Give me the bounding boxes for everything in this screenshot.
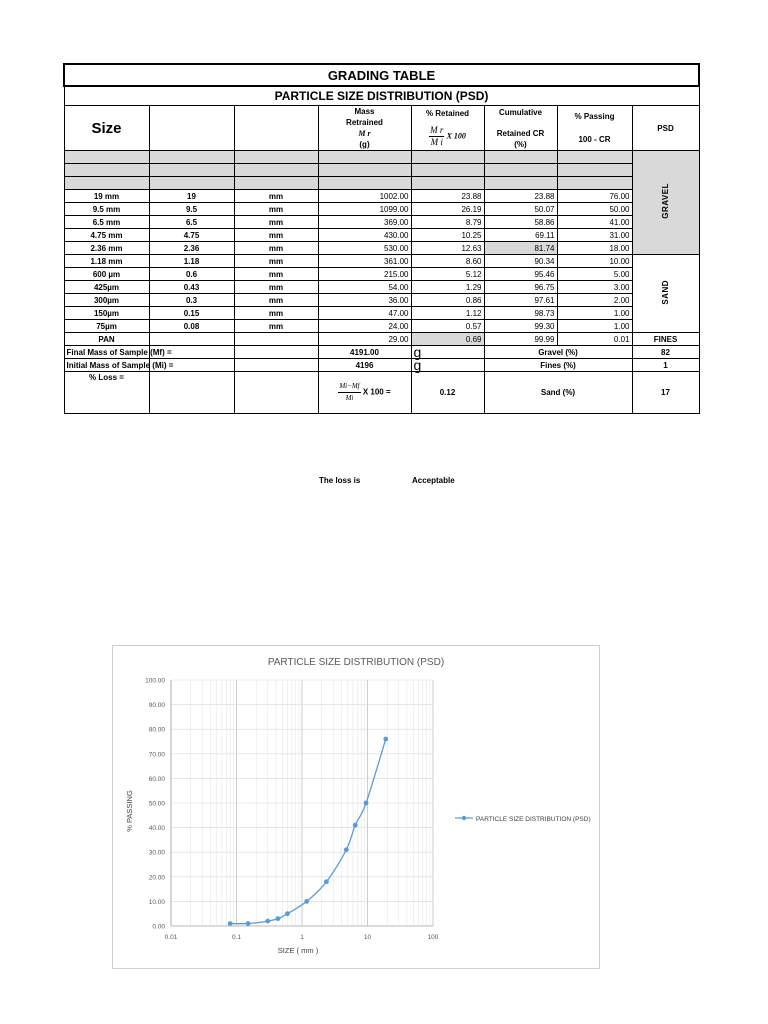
x-axis-label: SIZE ( mm ) bbox=[277, 946, 319, 955]
fines-category: FINES bbox=[632, 333, 699, 346]
loss-formula: $\frac{Mi-Mf}{Mi}$ X 100 = bbox=[318, 372, 411, 414]
x-tick-label: 1 bbox=[300, 934, 304, 941]
data-point bbox=[383, 737, 388, 742]
psd-chart-svg bbox=[113, 646, 599, 968]
sand-pct-label: Sand (%) bbox=[484, 372, 632, 414]
y-tick-label: 70.00 bbox=[148, 751, 165, 759]
data-point bbox=[324, 879, 329, 884]
retained-header: % Retained $\frac{\text{M r}}{\text{M i}}$ X 100 bbox=[411, 106, 484, 151]
data-point bbox=[364, 801, 369, 806]
table-row: 75µm 0.08 mm 24.00 0.57 99.30 1.00 bbox=[64, 320, 699, 333]
table-title: GRADING TABLE bbox=[64, 64, 699, 86]
table-row: 4.75 mm 4.75 mm 430.00 10.25 69.11 31.00 bbox=[64, 229, 699, 242]
x-tick-label: 0.01 bbox=[164, 934, 178, 941]
fines-pct-value: 1 bbox=[632, 359, 699, 372]
y-tick-label: 10.00 bbox=[148, 898, 165, 906]
y-axis-label: % PASSING bbox=[125, 790, 134, 832]
final-mass-row bbox=[64, 346, 699, 359]
gravel-pct-value: 82 bbox=[632, 346, 699, 359]
data-point bbox=[353, 823, 358, 828]
retained-formula: $\frac{\text{M r}}{\text{M i}}$ bbox=[430, 125, 444, 147]
size-header: Size bbox=[64, 106, 149, 151]
loss-note-value: Acceptable bbox=[412, 476, 455, 485]
legend-series-label: PARTICLE SIZE DISTRIBUTION (PSD) bbox=[476, 816, 591, 823]
header-row bbox=[64, 106, 699, 151]
x-tick-label: 100 bbox=[427, 934, 439, 941]
gravel-pct-label: Gravel (%) bbox=[484, 346, 632, 359]
y-tick-label: 100.00 bbox=[145, 677, 165, 685]
x-tick-label: 10 bbox=[363, 934, 372, 941]
table-row: 300µm 0.3 mm 36.00 0.86 97.61 2.00 bbox=[64, 294, 699, 307]
data-point bbox=[228, 921, 233, 926]
loss-label: % Loss = bbox=[64, 372, 149, 414]
sand-category: SAND bbox=[632, 255, 699, 333]
grading-table bbox=[63, 63, 700, 414]
grading-table-sheet bbox=[63, 63, 698, 414]
x-tick-label: 0.1 bbox=[231, 934, 242, 941]
gravel-category: GRAVEL bbox=[632, 151, 699, 255]
data-point bbox=[344, 847, 349, 852]
y-tick-label: 60.00 bbox=[148, 775, 165, 783]
final-mass-value: 4191.00 bbox=[318, 346, 411, 359]
cumulative-header: Cumulative Retained CR (%) bbox=[484, 106, 557, 151]
psd-header: PSD bbox=[632, 106, 699, 151]
y-tick-label: 20.00 bbox=[148, 874, 165, 882]
mass-header: Mass Retrained M r (g) bbox=[318, 106, 411, 151]
table-row: 2.36 mm 2.36 mm 530.00 12.63 81.74 18.00 bbox=[64, 242, 699, 255]
loss-value: 0.12 bbox=[411, 372, 484, 414]
initial-mass-unit: g bbox=[411, 359, 484, 372]
y-tick-label: 40.00 bbox=[148, 825, 165, 833]
initial-mass-label: Initial Mass of Sample (Mi) = bbox=[64, 359, 149, 372]
data-point bbox=[265, 919, 270, 924]
table-subtitle: PARTICLE SIZE DISTRIBUTION (PSD) bbox=[64, 86, 699, 106]
final-mass-label: Final Mass of Sample (Mf) = bbox=[64, 346, 149, 359]
initial-mass-value: 4196 bbox=[318, 359, 411, 372]
table-row: 600 µm 0.6 mm 215.00 5.12 95.46 5.00 bbox=[64, 268, 699, 281]
psd-chart bbox=[112, 645, 600, 969]
y-tick-label: 50.00 bbox=[148, 800, 165, 808]
pan-row: PAN 29.00 0.69 99.99 0.01 FINES bbox=[64, 333, 699, 346]
chart-legend bbox=[455, 816, 591, 823]
table-row: 150µm 0.15 mm 47.00 1.12 98.73 1.00 bbox=[64, 307, 699, 320]
passing-header: % Passing 100 - CR bbox=[557, 106, 632, 151]
y-tick-label: 80.00 bbox=[148, 726, 165, 734]
fines-pct-label: Fines (%) bbox=[484, 359, 632, 372]
sand-pct-value: 17 bbox=[632, 372, 699, 414]
table-row: 425µm 0.43 mm 54.00 1.29 96.75 3.00 bbox=[64, 281, 699, 294]
table-row: 19 mm 19 mm 1002.00 23.88 23.88 76.00 bbox=[64, 190, 699, 203]
loss-note-label: The loss is bbox=[319, 476, 361, 485]
loss-row bbox=[64, 372, 699, 414]
y-tick-label: 30.00 bbox=[148, 849, 165, 857]
y-tick-label: 90.00 bbox=[148, 702, 165, 710]
table-row: 6.5 mm 6.5 mm 369.00 8.79 58.86 41.00 bbox=[64, 216, 699, 229]
table-row: 1.18 mm 1.18 mm 361.00 8.60 90.34 10.00 SAND bbox=[64, 255, 699, 268]
chart-title: PARTICLE SIZE DISTRIBUTION (PSD) bbox=[267, 657, 445, 668]
data-point bbox=[285, 911, 290, 916]
data-point bbox=[276, 916, 281, 921]
series-line bbox=[230, 739, 386, 924]
initial-mass-row bbox=[64, 359, 699, 372]
final-mass-unit: g bbox=[411, 346, 484, 359]
table-row: 9.5 mm 9.5 mm 1099.00 26.19 50.07 50.00 bbox=[64, 203, 699, 216]
y-tick-label: 0.00 bbox=[152, 923, 165, 931]
data-point bbox=[304, 899, 309, 904]
data-point bbox=[246, 921, 251, 926]
